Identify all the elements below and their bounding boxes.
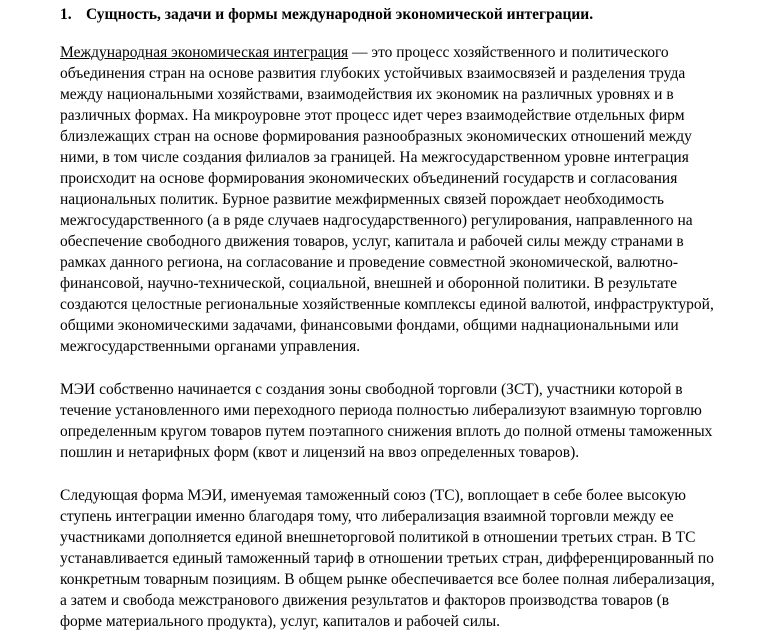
- paragraph-line: конкретным товарным позициям. В общем рынке обеспечивается все более полная либерализация,: [60, 571, 715, 588]
- defined-term: Международная экономическая интеграция: [60, 44, 349, 61]
- paragraph-line: участниками дополняется единой внешнеторговой политикой в отношении третьих стран. В ТС: [60, 529, 696, 546]
- paragraph-line: межгосударственными органами управления.: [60, 338, 361, 355]
- paragraph-line: [60, 42, 732, 63]
- paragraph-line: создаются целостные региональные хозяйственные комплексы единой валютой, инфраструктурой,: [60, 296, 714, 313]
- paragraph-line: форме материального продукта), услуг, капиталов и рабочей силы.: [60, 613, 501, 630]
- paragraph-line: рамках данного региона, на согласование и проведение совместной экономической, валютно-: [60, 254, 679, 271]
- paragraph-customs-union: [60, 485, 732, 632]
- section-number: 1.: [60, 6, 72, 23]
- paragraph-line: межгосударственного (а в ряде случаев надгосударственного) регулирования, направленного на: [60, 212, 693, 229]
- paragraph-line: пошлин и нетарифных форм (квот и лицензий на ввоз определенных товаров).: [60, 444, 580, 461]
- paragraph-definition: [60, 42, 732, 357]
- paragraph-line: Следующая форма МЭИ, именуемая таможенный союз (ТС), воплощает в себе более высокую: [60, 487, 686, 504]
- paragraph-line: определенным кругом товаров путем поэтапного снижения вплоть до полной отмены таможенных: [60, 423, 713, 440]
- paragraph-line: национальных политик. Бурное развитие межфирменных связей порождает необходимость: [60, 191, 664, 208]
- paragraph-line: близлежащих стран на основе формирования разнообразных экономических отношений между: [60, 128, 692, 145]
- paragraph-line: общими экономическими задачами, финансовыми фондами, общими наднациональными или: [60, 317, 679, 334]
- paragraph-spacer: [60, 357, 732, 379]
- paragraph-line: ними, в том числе создания филиалов за границей. На межгосударственном уровне интеграция: [60, 149, 689, 166]
- section-heading: [60, 4, 732, 25]
- paragraph-free-trade-zone: [60, 379, 732, 463]
- paragraph-line: объединения стран на основе развития глубоких устойчивых взаимосвязей и разделения труда: [60, 65, 686, 82]
- paragraph-line: ступень интеграции именно благодаря тому, что либерализация взаимной торговли между ее: [60, 508, 674, 525]
- paragraph-line: финансовой, научно-технической, социальной, внешней и оборонной политики. В результате: [60, 275, 678, 292]
- paragraph-line: а затем и свобода межстранового движения результатов и факторов производства товаров (в: [60, 592, 670, 609]
- paragraph-line: различных формах. На микроуровне этот процесс идет через взаимодействие отдельных фирм: [60, 107, 685, 124]
- paragraph-spacer: [60, 463, 732, 485]
- document-page: [60, 4, 732, 632]
- paragraph-line: обеспечение свободного движения товаров, услуг, капитала и рабочей силы между странами в: [60, 233, 684, 250]
- section-title: Сущность, задачи и формы международной экономической интеграции.: [86, 6, 594, 23]
- definition-text: — это процесс хозяйственного и политического: [348, 44, 669, 61]
- paragraph-line: между национальными хозяйствами, взаимодействия их экономик на различных уровнях и в: [60, 86, 674, 103]
- paragraph-line: устанавливается единый таможенный тариф в отношении третьих стран, дифференцированный по: [60, 550, 714, 567]
- paragraph-line: МЭИ собственно начинается с создания зоны свободной торговли (ЗСТ), участники которой в: [60, 381, 683, 398]
- paragraph-line: течение установленного ими переходного периода полностью либерализуют взаимную торговлю: [60, 402, 702, 419]
- paragraph-line: происходит на основе формирования экономических объединений государств и согласования: [60, 170, 678, 187]
